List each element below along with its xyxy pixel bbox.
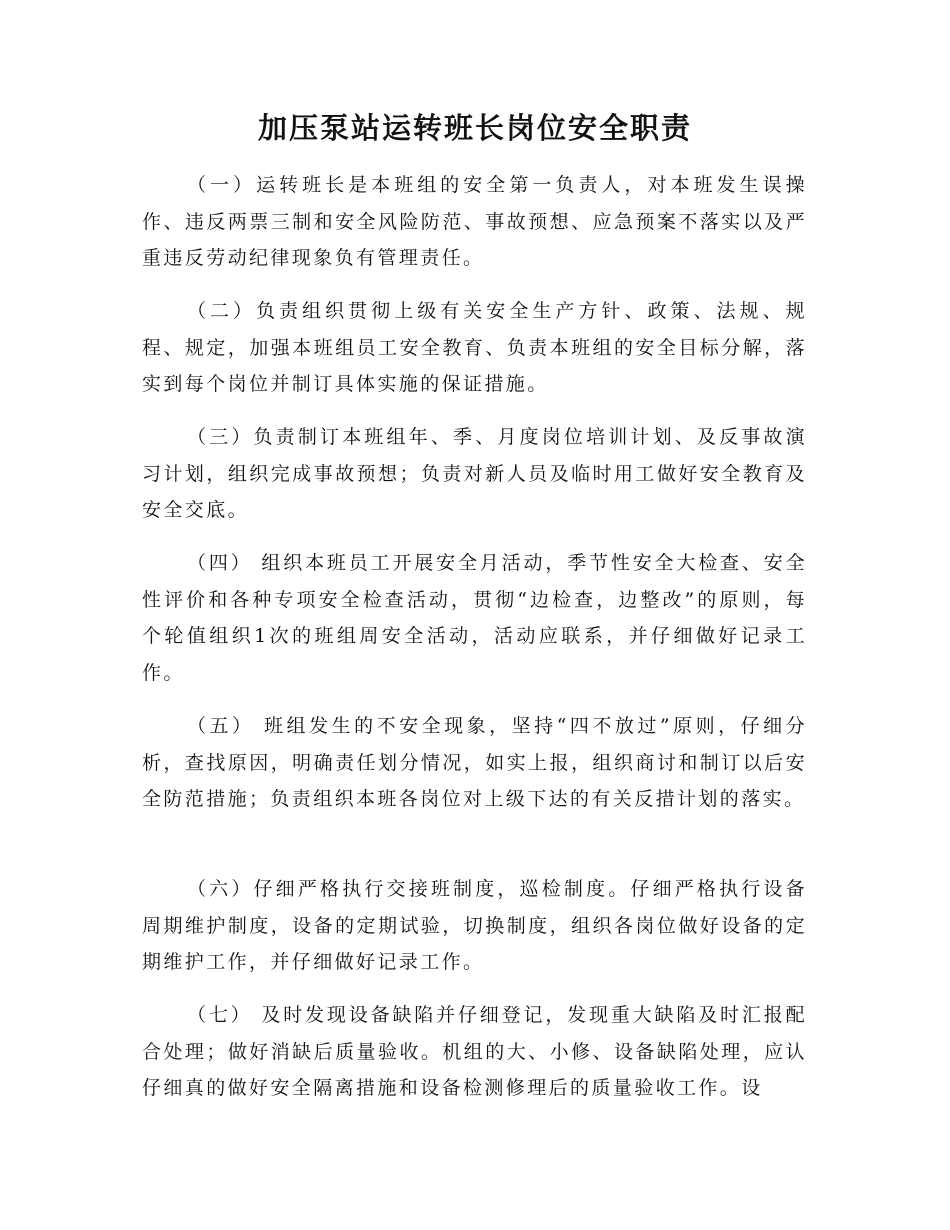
paragraph-5: （五） 班组发生的不安全现象，坚持“四不放过”原则，仔细分析，查找原因，明确责任划分情况，如实上报，组织商讨和制订以后安全防范措施；负责组织本班各岗位对上级下达的有关反措计划的落实。 <box>142 715 807 810</box>
paragraph-6: （六）仔细严格执行交接班制度，巡检制度。仔细严格执行设备周期维护制度，设备的定期试验，切换制度，组织各岗位做好设备的定期维护工作，并仔细做好记录工作。 <box>142 878 807 973</box>
paragraph-2: （二）负责组织贯彻上级有关安全生产方针、政策、法规、规程、规定，加强本班组员工安全教育、负责本班组的安全目标分解，落实到每个岗位并制订具体实施的保证措施。 <box>142 300 807 395</box>
paragraph-1: （一）运转班长是本班组的安全第一负责人，对本班发生误操作、违反两票三制和安全风险防范、事故预想、应急预案不落实以及严重违反劳动纪律现象负有管理责任。 <box>142 174 807 269</box>
paragraph-4: （四） 组织本班员工开展安全月活动，季节性安全大检查、安全性评价和各种专项安全检查活动，贯彻“边检查，边整改”的原则，每个轮值组织1次的班组周安全活动，活动应联系，并仔细做好记录工作。 <box>142 552 807 684</box>
paragraph-3: （三）负责制订本班组年、季、月度岗位培训计划、及反事故演习计划，组织完成事故预想；负责对新人员及临时用工做好安全教育及安全交底。 <box>142 426 807 521</box>
document-title: 加压泵站运转班长岗位安全职责 <box>257 111 692 145</box>
paragraph-7: （七） 及时发现设备缺陷并仔细登记，发现重大缺陷及时汇报配合处理；做好消缺后质量验收。机组的大、小修、设备缺陷处理，应认仔细真的做好安全隔离措施和设备检测修理后的质量验收工作。设 <box>142 1004 807 1099</box>
